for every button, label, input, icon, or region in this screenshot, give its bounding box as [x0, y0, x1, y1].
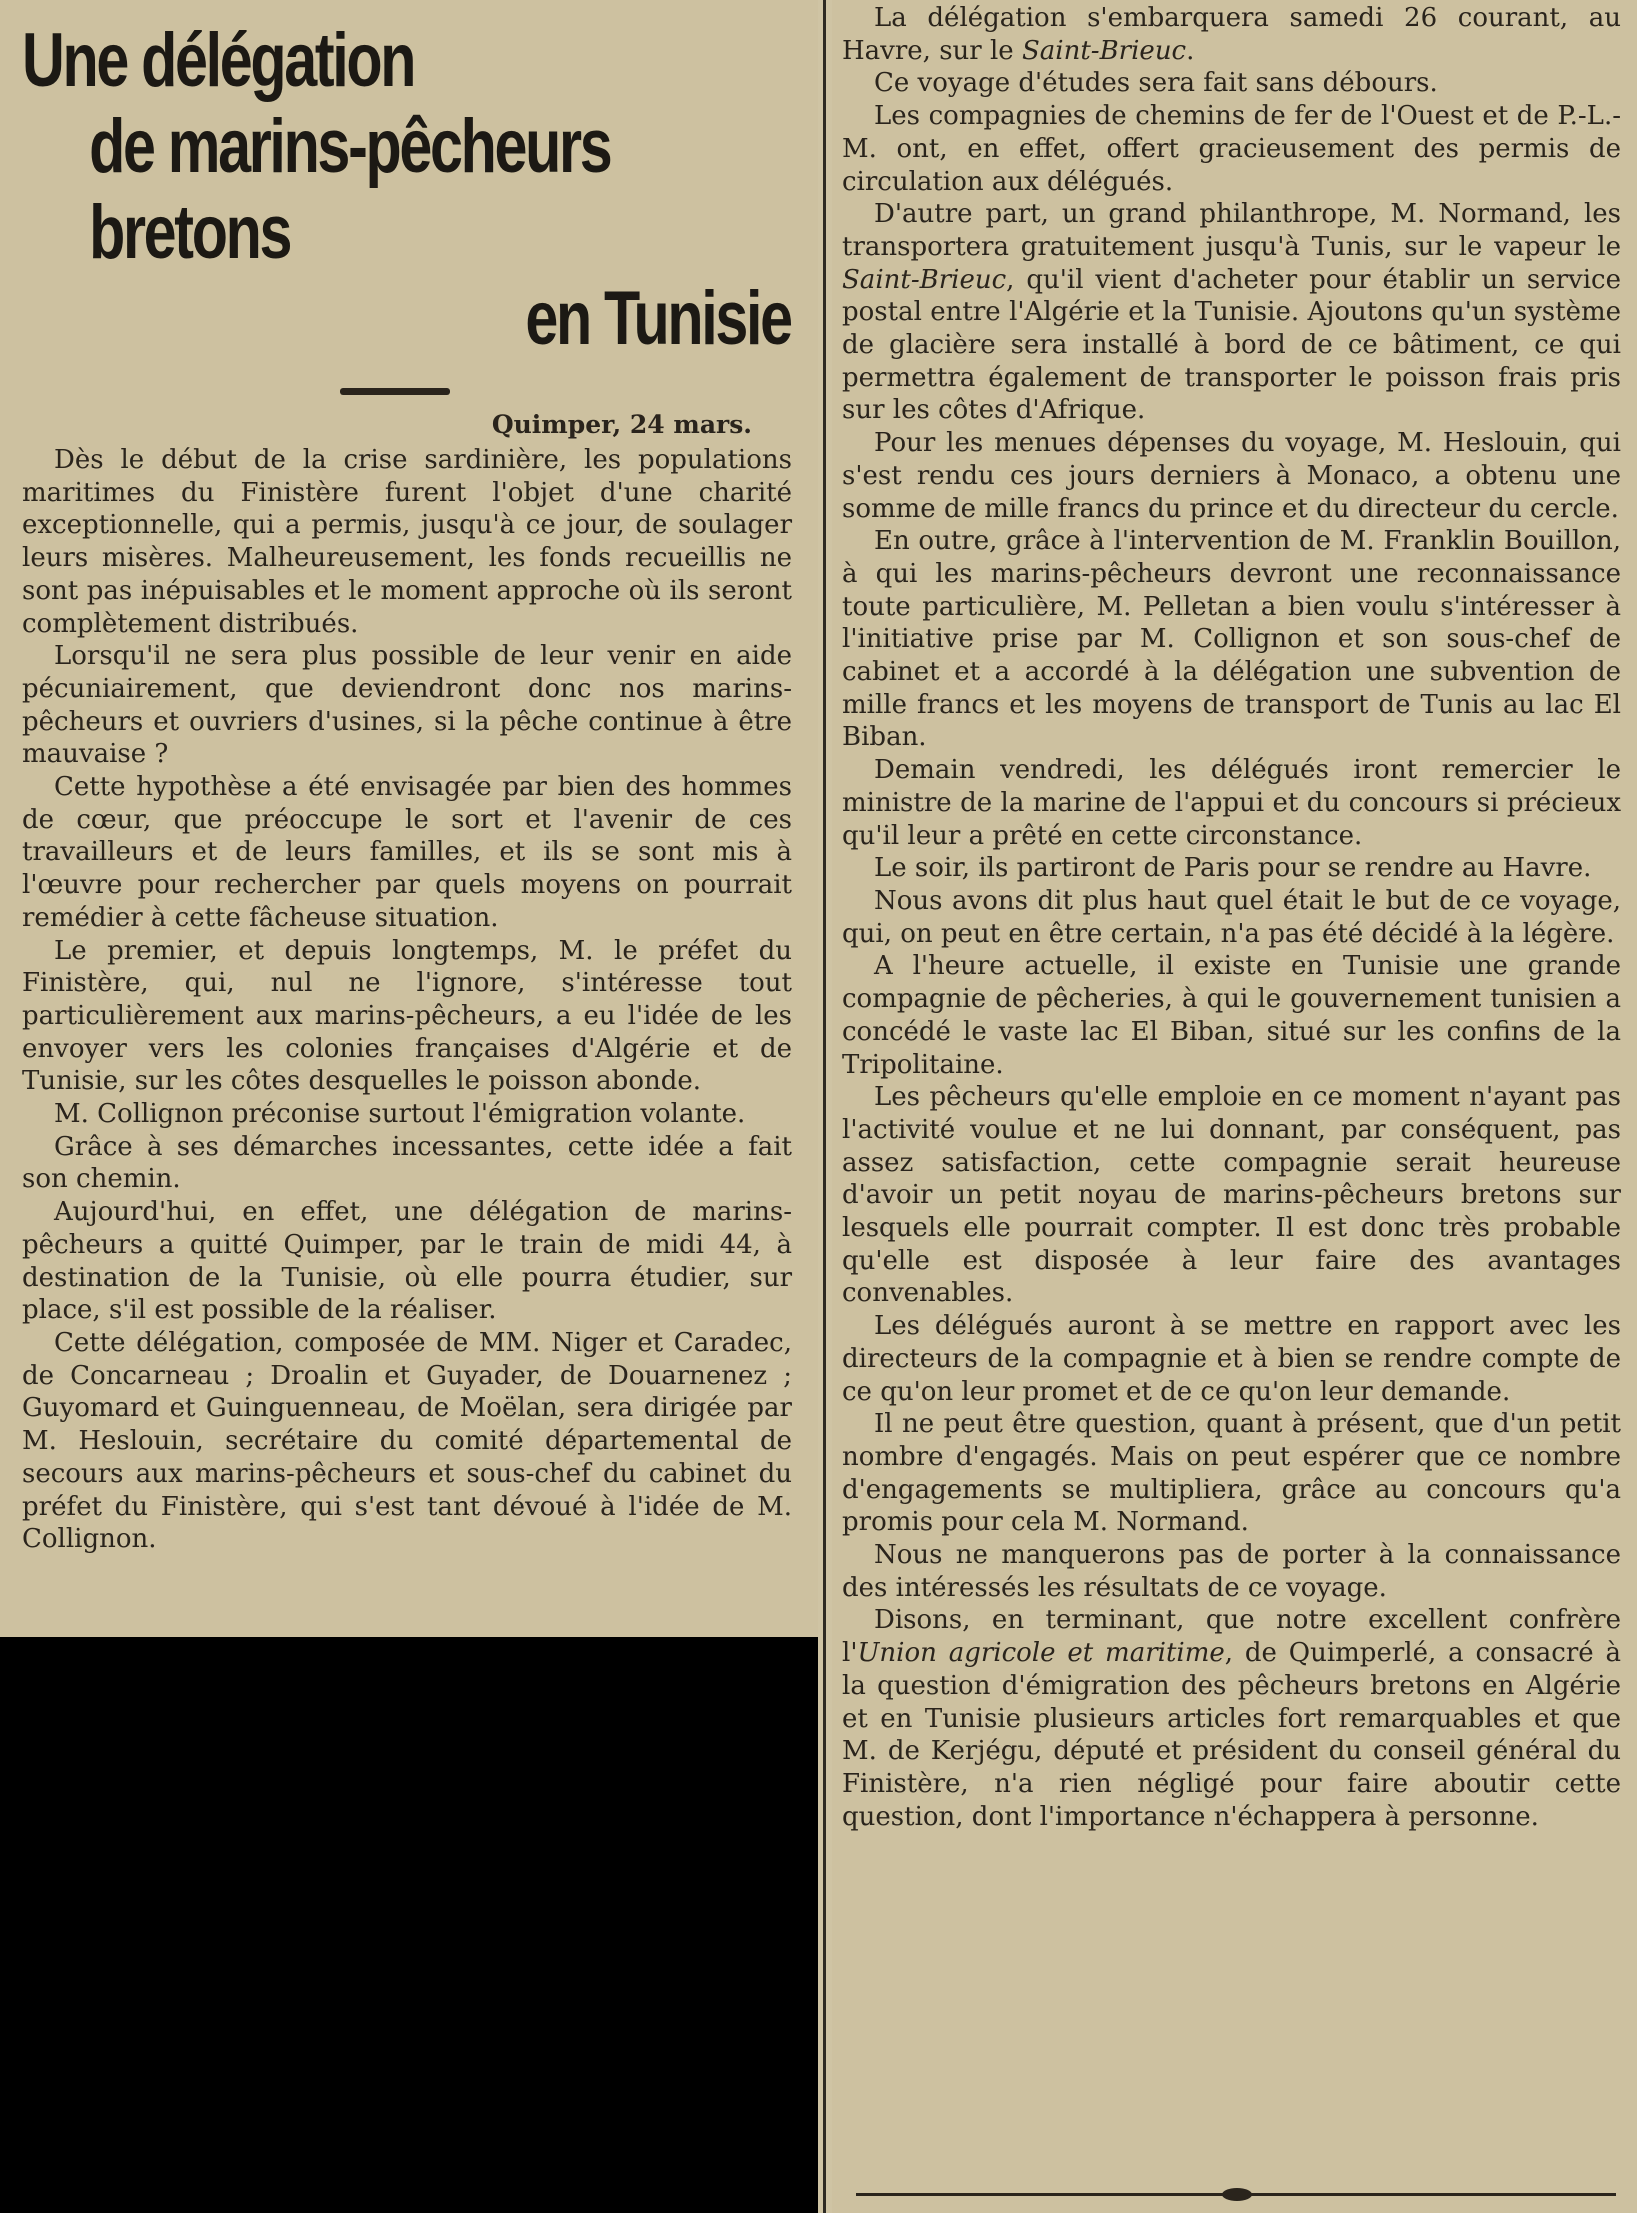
paragraph: M. Collignon préconise surtout l'émigration volante. — [54, 1099, 746, 1130]
paragraph-text: Disons, en terminant, que notre excellent confrère l' — [842, 1605, 1621, 1669]
paragraph: Les compagnies de chemins de fer de l'Ouest et de P.-L.-M. ont, en effet, offert gracieusement des permis de circulation aux délégués. — [842, 101, 1621, 197]
paragraph: Demain vendredi, les délégués iront remercier le ministre de la marine de l'appui et du concours si précieux qu'il leur a prêté en cette circonstance. — [842, 755, 1621, 851]
paragraph-text: , de Quimperlé, a consacré à la question d'émigration des pêcheurs bretons en Algérie et en Tunisie plusieurs articles fort remarquables et que M. de Kerjégu, député et président du conseil général du Finistère, n'a rien négligé pour faire aboutir cette question, dont l'importance n'échappera à personne. — [842, 1638, 1621, 1832]
paragraph: Lorsqu'il ne sera plus possible de leur venir en aide pécuniairement, que deviendront donc nos marins-pêcheurs et ouvriers d'usines, si la pêche continue à être mauvaise ? — [22, 641, 792, 770]
ship-name: Saint-Brieuc — [842, 264, 1007, 295]
right-column — [834, 0, 1637, 2213]
headline-line-1: Une délégation — [22, 18, 415, 103]
paragraph-text: D'autre part, un grand philanthrope, M. Normand, les transportera gratuitement jusqu'à Tunis, sur le vapeur le — [842, 199, 1621, 262]
paragraph: Grâce à ses démarches incessantes, cette idée a fait son chemin. — [22, 1131, 792, 1195]
redacted-area — [0, 1637, 818, 2213]
paragraph: Cette hypothèse a été envisagée par bien des hommes de cœur, que préoccupe le sort et l'avenir de ces travailleurs et de leurs familles, et ils se sont mis à l'œuvre pour rechercher par quels moyens on pourrait remédier à cette fâcheuse situation. — [22, 772, 792, 933]
paragraph: Cette délégation, composée de MM. Niger et Caradec, de Concarneau ; Droalin et Guyader, de Douarnenez ; Guyomard et Guinguenneau, de Moëlan, sera dirigée par M. Heslouin, secrétaire du comité départemental de secours aux marins-pêcheurs et sous-chef du cabinet du préfet du Finistère, qui s'est tant dévoué à l'idée de M. Collignon. — [22, 1327, 792, 1555]
paragraph-text: , qu'il vient d'acheter pour établir un service postal entre l'Algérie et la Tunisie. Ajoutons qu'un système de glacière sera installé à bord de ce bâtiment, ce qui permettra également de transporter le poisson frais pris sur les côtes d'Afrique. — [842, 264, 1621, 426]
newspaper-name: Union agricole et maritime — [857, 1638, 1225, 1669]
paragraph: Aujourd'hui, en effet, une délégation de marins-pêcheurs a quitté Quimper, par le train de midi 44, à destination de la Tunisie, où elle pourra étudier, sur place, s'il est possible de la réaliser. — [22, 1197, 792, 1326]
paragraph: En outre, grâce à l'intervention de M. Franklin Bouillon, à qui les marins-pêcheurs devront une reconnaissance toute particulière, M. Pelletan a bien voulu s'intéresser à l'initiative prise par M. Collignon et son sous-chef de cabinet et a accordé à la délégation une subvention de mille francs et les moyens de transport de Tunis au lac El Biban. — [842, 526, 1621, 753]
paragraph: Ce voyage d'études sera fait sans débours. — [874, 68, 1438, 99]
paragraph: Les pêcheurs qu'elle emploie en ce moment n'ayant pas l'activité voulue et ne lui donnant, par conséquent, pas assez satisfaction, cette compagnie serait heureuse d'avoir un petit noyau de marins-pêcheurs bretons sur lesquels elle pourrait compter. Il est donc très probable qu'elle est disposée à leur faire des avantages convenables. — [842, 1082, 1621, 1309]
paragraph — [842, 2, 1621, 67]
paragraph: Pour les menues dépenses du voyage, M. Heslouin, qui s'est rendu ces jours derniers à Monaco, a obtenu une somme de mille francs du prince et du directeur du cercle. — [842, 428, 1621, 524]
article-headline — [22, 18, 791, 362]
headline-rule — [340, 388, 450, 395]
dateline: Quimper, 24 mars. — [491, 410, 752, 439]
paragraph: Nous avons dit plus haut quel était le but de ce voyage, qui, on peut en être certain, n'a pas été décidé à la légère. — [842, 885, 1621, 949]
headline-line-3: en Tunisie — [525, 276, 791, 361]
headline-line-2: de marins-pêcheurs bretons — [89, 104, 611, 275]
paragraph-text: La délégation s'embarquera samedi 26 courant, au Havre, sur le — [842, 3, 1621, 66]
paragraph: Le premier, et depuis longtemps, M. le préfet du Finistère, qui, nul ne l'ignore, s'intéresse tout particulièrement aux marins-pêcheurs, a eu l'idée de les envoyer vers les colonies françaises d'Algérie et de Tunisie, sur les côtes desquelles le poisson abonde. — [22, 935, 792, 1097]
paragraph: Il ne peut être question, quant à présent, que d'un petit nombre d'engagés. Mais on peut espérer que ce nombre d'engagements se multipliera, grâce au concours qu'a promis pour cela M. Normand. — [842, 1409, 1621, 1538]
paragraph: Dès le début de la crise sardinière, les populations maritimes du Finistère furent l'objet d'une charité exceptionnelle, qui a permis, jusqu'à ce jour, de soulager leurs misères. Malheureusement, les fonds recueillis ne sont pas inépuisables et le moment approche où ils seront complètement distribués. — [22, 445, 792, 639]
paragraph — [842, 1604, 1621, 1833]
end-rule-ornament — [1222, 2188, 1252, 2201]
paragraph-text: . — [1186, 35, 1195, 66]
paragraph: Le soir, ils partiront de Paris pour se rendre au Havre. — [874, 853, 1592, 884]
paragraph: A l'heure actuelle, il existe en Tunisie une grande compagnie de pêcheries, à qui le gouvernement tunisien a concédé le vaste lac El Biban, situé sur les confins de la Tripolitaine. — [842, 951, 1621, 1080]
paragraph — [842, 198, 1621, 427]
column-divider — [823, 0, 826, 2213]
paragraph: Nous ne manquerons pas de porter à la connaissance des intéressés les résultats de ce voyage. — [842, 1540, 1621, 1603]
paragraph: Les délégués auront à se mettre en rapport avec les directeurs de la compagnie et à bien se rendre compte de ce qu'on leur promet et de ce qu'on leur demande. — [842, 1311, 1621, 1407]
left-column — [0, 0, 818, 1637]
ship-name: Saint-Brieuc — [1021, 35, 1187, 66]
